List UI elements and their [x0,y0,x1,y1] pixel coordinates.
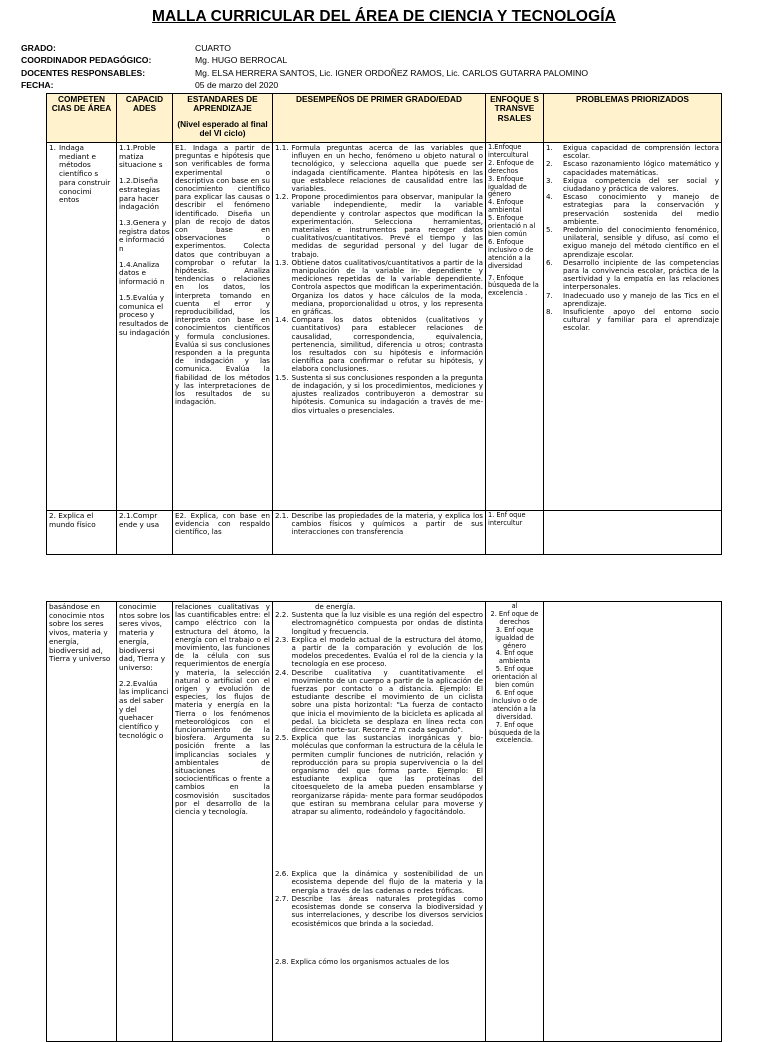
capacidad-item: 1.2.Diseña estrategias para hacer indagación [119,176,160,212]
desempeno-lead: de energía. [315,602,356,611]
enfoques-cell: 1. Enf oque intercultur [486,511,544,555]
capacidad-item: conocimie ntos sobre los seres vivos, materia y energía, biodiversi dad, Tierra y universo: [119,602,170,672]
meta-row-coordinador [21,54,761,66]
header-capacidades: CAPACID ADES [117,94,173,143]
capacidades-cell: 2.1.Compr ende y usa [117,511,173,555]
meta-label: DOCENTES RESPONSABLES: [21,67,146,78]
header-estandares [173,94,273,143]
list-item: 4. Enfoque ambiental [488,198,524,215]
list-item: 2. Enf oque de derechos [490,609,539,626]
enfoque-lead: al [511,602,518,610]
meta-row-fecha [21,79,761,91]
enfoques-cell [486,143,544,511]
problemas-cell [544,143,722,511]
capacidad-item: 1.3.Genera y registra datos e informació n [119,217,170,254]
competencia-cell [47,143,117,511]
capacidad-item: 1.5.Evalúa y comunica el proceso y resultados de su indagación [119,292,170,337]
list-item: 1.5. Sustenta si sus conclusiones responden a la pregunta de indagación, y si los procedimientos, mediciones y ajustes realizados contribuyeron a demostrar su hipótesis. Comunica su indagación a través de me- dios virtuales o presenciales. [275,372,483,415]
table-header-row [47,94,722,143]
list-item: 1.3. Obtiene datos cualitativos/cuantitativos a partir de la manipulación de la variable in- dependiente y mediciones repetidas de la variable dependiente. Controla aspectos que modifican la experimentación. Organiza los datos y hace cálculos de la moda, mediana, proporcionalidad u otros, y los representa en gráficas. [275,257,483,317]
header-estandares-sub: (Nivel esperado al final del VI ciclo) [177,118,268,139]
header-enfoques: ENFOQUE S TRANSVE RSALES [486,94,544,143]
desempenos-cell [273,511,486,555]
list-item: 1. Exigua capacidad de comprensión lectora escolar. [546,143,719,161]
list-item: 6. Desarrollo incipiente de las competencias para la convivencia escolar, práctica de la asertividad y la empatía en las relaciones interpersonales. [546,257,719,292]
list-item: 1.4. Compara los datos obtenidos (cualitativos y cuantitativos) para establecer relaciones de causalidad, correspondencia, equivalencia, pertenencia, similitud, diferencia u otros; contrasta los resultados con su hipótesis e información científica para confirmar o refutar su hipótesis, y elabora conclusiones. [275,315,483,374]
meta-value: 05 de marzo del 2020 [195,80,279,91]
list-item: 1.Enfoque intercultural [488,143,529,159]
meta-label: FECHA: [21,80,54,91]
list-item: 2.4. Describe cualitativa y cuantitativamente el movimiento de un cuerpo a partir de la aplicación de fuerzas por contacto o a distancia. Ejemplo: El estudiante describe el movimiento de un ciclista sobre una pista horizontal: "La fuerza de contacto que inicia el movimiento de la bicicleta es aplicada al pedal. La bicicleta se desplaza en línea recta con dirección norte-sur. Recorre 2 m cada segundo". [275,667,483,735]
list-item: 2.7. Describe las áreas naturales protegidas como ecosistemas donde se conserva la biodiversidad y sus interrelaciones, y describe los diversos servicios ecosistémicos que brinda a la sociedad. [275,893,483,928]
meta-row-docentes [21,67,761,79]
table-row [47,143,722,511]
competencia-cell: basándose en conocimie ntos sobre los seres vivos, materia y energía, biodiversid ad, Tierra y universo [47,602,117,1042]
meta-value: Mg. ELSA HERRERA SANTOS, Lic. IGNER ORDOÑEZ RAMOS, Lic. CARLOS GUTARRA PALOMINO [195,67,589,78]
problemas-cell [544,511,722,555]
list-item: 1.2. Propone procedimientos para observar, manipular la variable independiente, medir la variable dependiente y controlar aspectos que modifican la experimentación. Selecciona herramientas, materiales e instrumentos para recoger datos cualitativos/cuantitativos. Prevé el tiempo y las medidas de seguridad personal y del lugar de trabajo. [275,192,483,259]
header-desempenos: DESEMPEÑOS DE PRIMER GRADO/EDAD [273,94,486,143]
problemas-cell [544,602,722,1042]
meta-row-grado [21,42,761,54]
table-row [47,602,722,1042]
list-item: 3. Enfoque igualdad de género [488,174,527,199]
capacidades-cell [117,602,173,1042]
table-row [47,511,722,555]
list-item: 2. Enfoque de derechos [488,158,534,175]
document-title: MALLA CURRICULAR DEL ÁREA DE CIENCIA Y TECNOLOGÍA [152,8,616,25]
estandar-cell: E2. Explica, con base en evidencia con respaldo científico, las [173,511,273,555]
meta-label: GRADO: [21,43,56,53]
header-estandares-title: ESTANDARES DE APRENDIZAJE [187,94,258,114]
curriculum-table-continued [46,601,722,1042]
document-meta [21,42,761,92]
capacidad-item: 2.2.Evalúa las implicanci as del saber y del quehacer científico y tecnológic o [119,678,169,740]
list-item: 3. Exigua competencia del ser social y ciudadano y práctica de valores. [546,175,719,194]
list-item: 5. Predominio del conocimiento fenoménico, unilateral, sensible y difuso, así como el exiguo manejo del método científico en el aprendizaje escolar. [546,225,719,259]
list-item: 2.3. Explica el modelo actual de la estructura del átomo, a partir de la comparación y evolución de los modelos precedentes. Evalúa el rol de la ciencia y la tecnología en ese proceso. [275,634,483,669]
capacidad-item: 1.1.Proble matiza situacione s [119,143,163,170]
list-item: 2.6. Explica que la dinámica y sostenibilidad de un ecosistema depende del flujo de la materia y la energía a través de las cadenas o redes tróficas. [275,869,483,895]
list-item: 6. Enf oque inclusivo o de atención a la diversidad. [491,688,538,721]
desempenos-cell [273,602,486,1042]
meta-value: Mg. HUGO BERROCAL [195,55,288,66]
list-item: 4. Enf oque ambienta [495,649,534,666]
list-item: 2.2. Sustenta que la luz visible es una región del espectro electromagnético compuesta por ondas de distinta longitud y frecuencia. [275,610,483,636]
capacidad-item: 1.4.Analiza datos e informació n [119,259,165,287]
list-item: 5. Enf oque orientación al bien común [491,665,538,690]
list-item: 2. Escaso razonamiento lógico matemático y capacidades matemáticas. [546,159,719,177]
list-item: 7. Enfoque búsqueda de la excelencia . [488,273,539,298]
estandar-cell: relaciones cualitativas y las cuantificables entre: el campo eléctrico con la estructura del átomo, la energía con el trabajo o el movimiento, las funciones de la célula con sus requerimientos de energía y materia, la selección natural o artificial con el origen y evolución de especies, los flujos de materia y energía en la Tierra o los fenómenos meteorológicos con el funcionamiento de la biosfera. Argumenta su posición frente a las implicancias sociales y ambientales de situaciones sociocientíficas o frente a cambios en la cosmovisión suscitados por el desarrollo de la ciencia y tecnología. [173,602,273,1042]
competencia-text: Indaga mediant e métodos científico s para construir conocimi entos [58,143,111,205]
list-item: 8. Insuficiente apoyo del entorno socio cultural y familiar para el aprendizaje escolar. [546,307,719,333]
list-item: 1. Indaga mediant e métodos científico s para construir conocimi entos [49,144,114,205]
list-item: 3. Enf oque igualdad de género [495,625,534,650]
list-item: 4. Escaso conocimiento y manejo de estrategias para la conservación y preservación sostenida del medio ambiente. [546,192,719,226]
list-item: 7. Enf oque búsqueda de la excelencia. [489,720,540,745]
list-item: 7. Inadecuado uso y manejo de las Tics en el aprendizaje. [546,290,719,308]
meta-value: CUARTO [195,43,231,53]
list-item: 5. Enfoque orientació n al bien común [488,214,536,238]
desempeno-cut: 2.8. Explica cómo los organismos actuales de los [275,956,450,966]
list-item: 1.1. Formula preguntas acerca de las variables que influyen en un hecho, fenómeno u objeto natural o tecnológico, y selecciona aquella que puede ser indagada científicamente. Plantea hipótesis en las que establece relaciones de causalidad entre las variables. [275,143,483,194]
competencia-cell: 2. Explica el mundo físico [47,511,117,555]
list-item: 2.5. Explica que las sustancias inorgánicas y bio- moléculas que conforman la estructura de la célula le permiten cumplir funciones de nutrición, relación y reproducción para su propia supervivencia o la del organismo del que forma parte. Ejemplo: El estudiante explica que las proteínas del citoesqueleto de la ameba pueden ensamblarse y reorganizarse rápida- mente para formar seudópodos que estiran su membrana celular para moverse y atrapar su alimento, rodeándolo y fagocitándolo. [275,733,483,817]
header-problemas: PROBLEMAS PRIORIZADOS [544,94,722,143]
desempenos-cell [273,143,486,511]
capacidades-cell [117,143,173,511]
curriculum-table [46,93,722,555]
header-competencias: COMPETEN CIAS DE ÁREA [47,94,117,143]
meta-label: COORDINADOR PEDAGÓGICO: [21,55,152,66]
estandar-cell: E1. Indaga a partir de preguntas e hipótesis que son verificables de forma experimental o descriptiva con base en su conocimiento científico para explicar las causas o describir el fenómeno identificado. Diseña un plan de recojo de datos con base en observaciones o experimentos. Colecta datos que contribuyan a comprobar o refutar la hipótesis. Analiza tendencias o relaciones en los datos, los interpreta tomando en cuenta el error y reproducibilidad, los interpreta con base en conocimientos científicos y formula conclusiones. Evalúa si sus conclusiones responden a la pregunta de indagación y las comunica. Evalúa la fiabilidad de los métodos y las interpretaciones de los resultados de su indagación. [173,143,273,511]
list-item: 2.1. Describe las propiedades de la materia, y explica los cambios físicos y químicos a partir de sus interacciones con transferencia [275,511,483,537]
list-item: 6. Enfoque inclusivo o de atención a la diversidad [488,237,534,270]
enfoques-cell [486,602,544,1042]
